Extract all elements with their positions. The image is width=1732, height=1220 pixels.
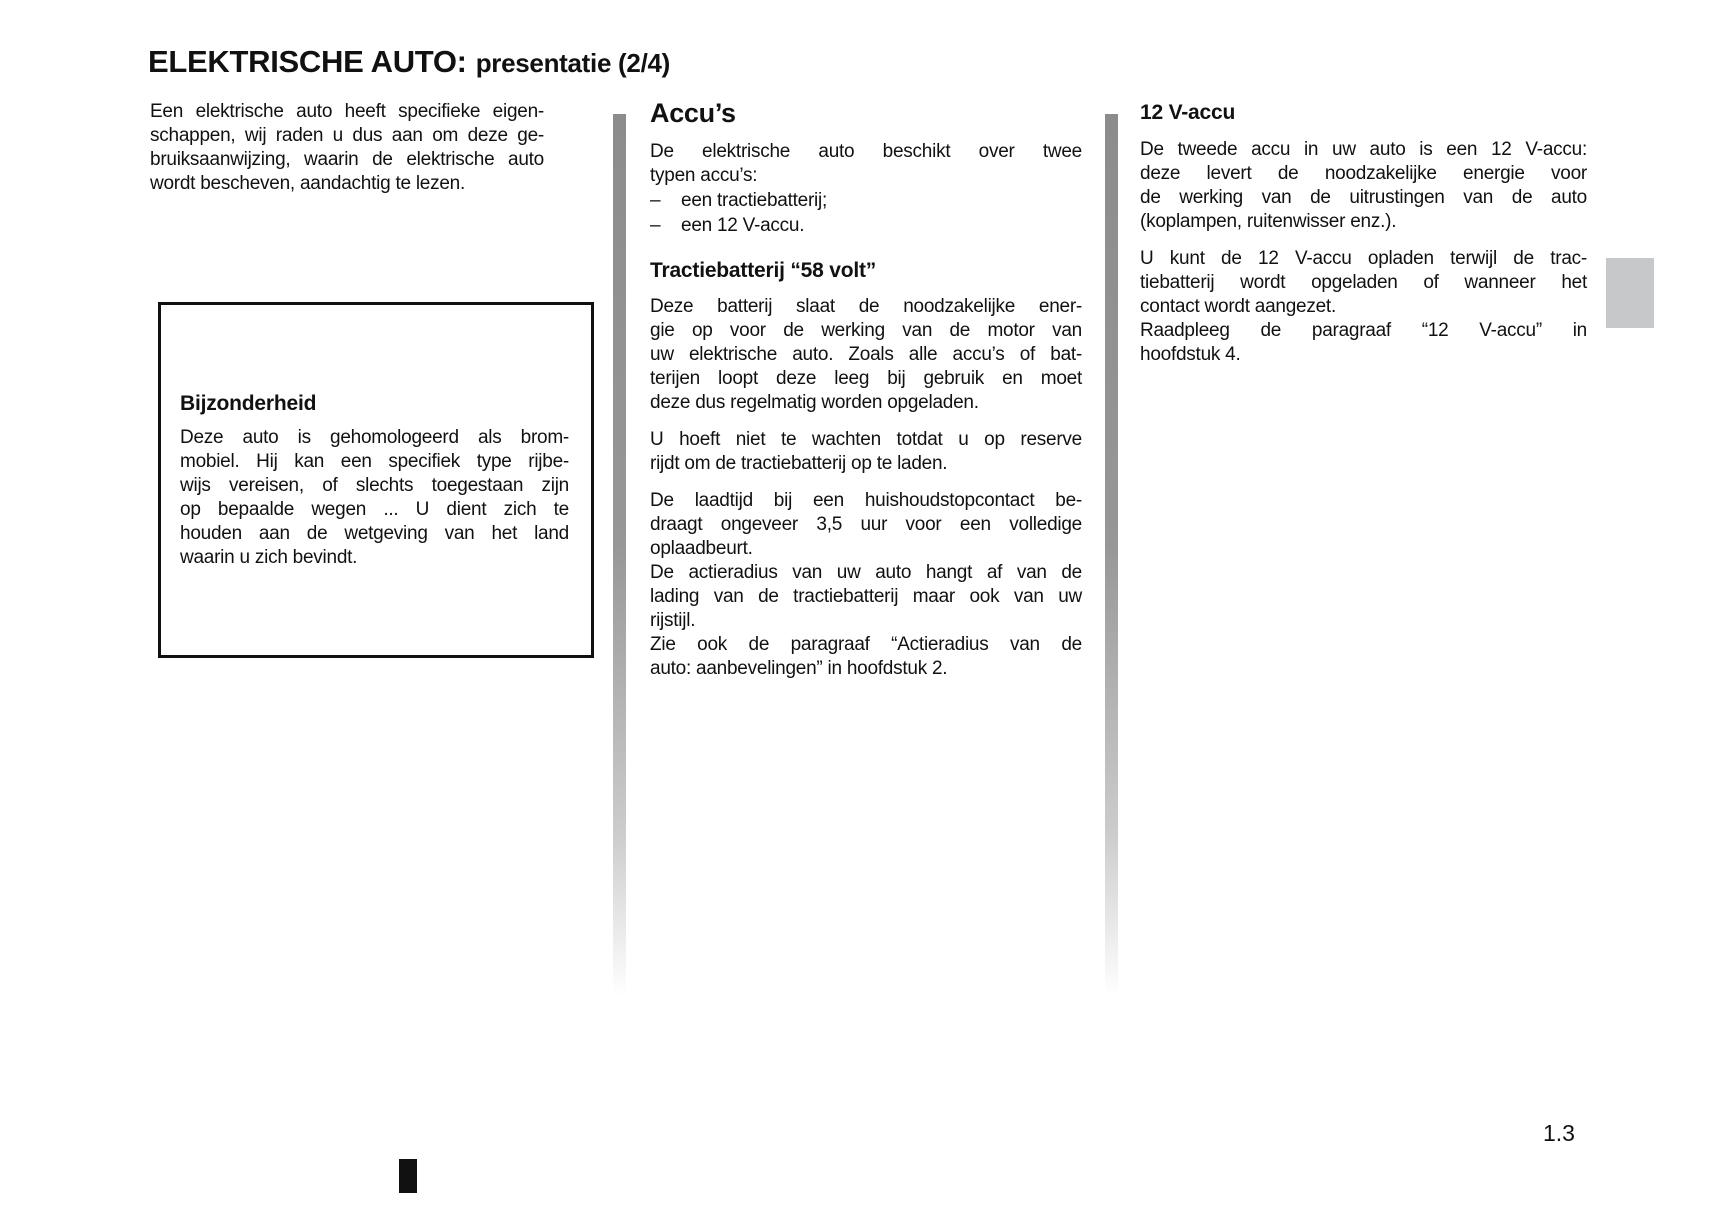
list-dash: – [650, 215, 661, 236]
intro-paragraph: Een elektrische auto heeft specifieke eigen- schappen, wij raden u dus aan om deze ge- bruiksaanwijzing, waarin de elektrische auto wordt bescheven, aandachtig te lezen. [150, 101, 544, 194]
page-number: 1.3 [1543, 1120, 1575, 1146]
traction-battery-paragraph-3: De laadtijd bij een huishoudstopcontact be- draagt ongeveer 3,5 uur voor een volledige oplaadbeurt. [650, 490, 1082, 559]
12v-accu-paragraph-3: Raadpleeg de paragraaf “12 V-accu” in hoofdstuk 4. [1140, 320, 1587, 365]
battery-list-item-12v [650, 213, 1082, 238]
column-divider-right [1105, 114, 1118, 1014]
traction-battery-paragraph-2: U hoeft niet te wachten totdat u op reserve rijdt om de tractiebatterij op te laden. [650, 429, 1082, 474]
note-box-body: Deze auto is gehomologeerd als brom- mobiel. Hij kan een specifiek type rijbe- wijs vereisen, of slechts toegestaan zijn op bepaalde wegen ... U dient zich te houden aan de wetgeving van het land waarin u zich bevindt. [180, 427, 569, 568]
traction-battery-subheading: Tractiebatterij “58 volt” [650, 259, 877, 282]
accus-heading: Accu’s [650, 98, 736, 128]
column-divider-left [613, 114, 626, 1014]
battery-list-item-label: een tractiebatterij; [681, 190, 828, 211]
12v-accu-heading: 12 V-accu [1140, 101, 1236, 124]
traction-battery-paragraph-4: De actieradius van uw auto hangt af van de lading van de tractiebatterij maar ook van uw rijstijl. [650, 562, 1082, 631]
accus-intro-paragraph: De elektrische auto beschikt over twee typen accu’s: [650, 141, 1082, 186]
traction-battery-paragraph-1: Deze batterij slaat de noodzakelijke ener- gie op voor de werking van de motor van uw elektrische auto. Zoals alle accu’s of bat- terijen loopt deze leeg bij gebruik en moet deze dus regelmatig worden opgeladen. [650, 296, 1082, 413]
column-accus [650, 96, 1082, 681]
12v-accu-paragraph-2: U kunt de 12 V-accu opladen terwijl de trac- tiebatterij wordt opgeladen of wanneer het contact wordt aangezet. [1140, 248, 1587, 317]
column-12v-accu [1140, 100, 1587, 367]
12v-accu-paragraph-1: De tweede accu in uw auto is een 12 V-accu: deze levert de noodzakelijke energie voor de werking van de uitrustingen van de auto (koplampen, ruitenwisser enz.). [1140, 139, 1587, 232]
list-dash: – [650, 190, 661, 211]
note-box-heading: Bijzonderheid [180, 392, 317, 415]
print-registration-mark [399, 1159, 417, 1193]
battery-type-list [650, 188, 1082, 238]
page-title-main: ELEKTRISCHE AUTO: [148, 44, 467, 79]
note-box [158, 302, 594, 658]
page-title-sub: presentatie (2/4) [475, 48, 671, 78]
page-title [148, 44, 670, 80]
battery-list-item-traction [650, 188, 1082, 213]
traction-battery-paragraph-5: Zie ook de paragraaf “Actieradius van de auto: aanbevelingen” in hoofdstuk 2. [650, 634, 1082, 679]
section-tab-marker [1606, 258, 1654, 328]
battery-list-item-label: een 12 V-accu. [681, 215, 805, 236]
